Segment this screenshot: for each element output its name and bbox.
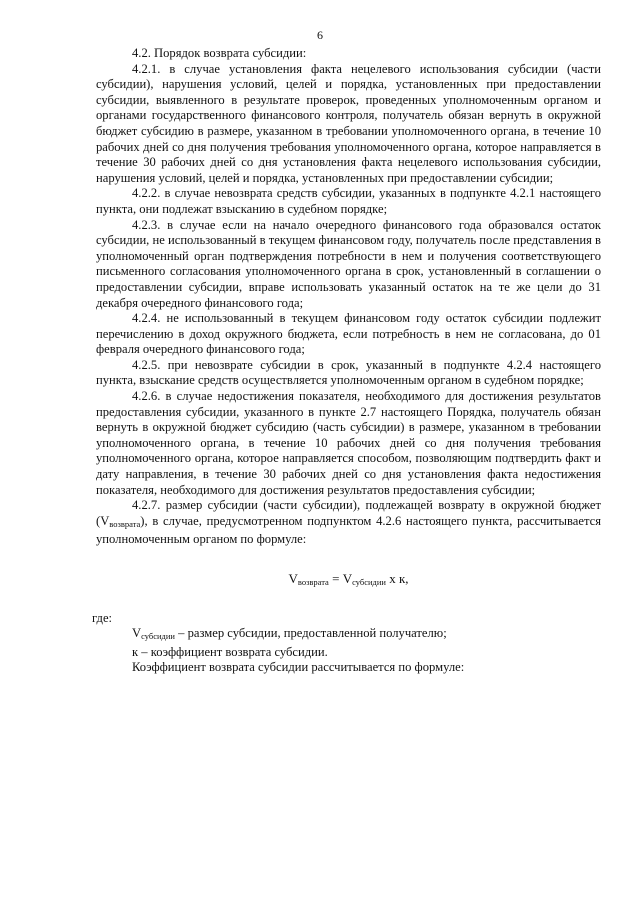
p427-before: 4.2.7. размер субсидии (части субсидии), подлежащей возврату в окружной бюджет (V xyxy=(96,498,601,528)
paragraph-4-2-4: 4.2.4. не использованный в текущем финансовом году остаток субсидии подлежит перечислению в доход окружного бюджета, если потребность в нем не согласована, до 01 февраля очередного финансового года; xyxy=(96,311,601,357)
definition-v-subsidy xyxy=(96,626,601,645)
formula-equals: = xyxy=(328,571,343,586)
coefficient-intro: Коэффициент возврата субсидии рассчитывается по формуле: xyxy=(132,660,465,675)
paragraph-4-2-1: 4.2.1. в случае установления факта нецелевого использования субсидии (части субсидии), нарушения условий, целей и порядка, установленных при предоставлении субсидии, выявленного в результате проверок, проведенных уполномоченным органом и органами государственного финансового контроля, получатель обязан вернуть в окружной бюджет субсидию в размере, указанном в требовании уполномоченного органа, в течение 10 рабочих дней со дня получения требования уполномоченного органа, которое направляется в течение 30 рабочих дней со дня установления факта нецелевого использования субсидии, нарушения условий, целей и порядка, установленных при предоставлении субсидии; xyxy=(96,61,601,185)
page-number: 6 xyxy=(317,28,323,42)
formula-rest: x к, xyxy=(385,571,409,586)
paragraph-4-2-7 xyxy=(96,498,601,548)
definition-k: к – коэффициент возврата субсидии. xyxy=(132,644,328,659)
def1-subscript: субсидии xyxy=(141,631,175,642)
where-label: где: xyxy=(92,610,113,625)
paragraph-4-2-2: 4.2.2. в случае невозврата средств субсидии, указанных в подпункте 4.2.1 настоящего пункта, они подлежат взысканию в судебном порядке; xyxy=(96,186,601,216)
p427-subscript: возврата xyxy=(109,518,141,529)
def1-v: V xyxy=(132,626,142,641)
def1-text: – размер субсидии, предоставленной получателю; xyxy=(174,626,447,641)
formula-sub2: субсидии xyxy=(352,577,386,587)
section-heading: 4.2. Порядок возврата субсидии: xyxy=(132,46,307,60)
return-formula xyxy=(96,571,601,591)
formula-v1: V xyxy=(288,571,298,586)
formula-v2: V xyxy=(342,571,353,586)
formula-sub1: возврата xyxy=(297,577,329,587)
paragraph-4-2-3: 4.2.3. в случае если на начало очередного финансового года образовался остаток субсидии, не использованный в текущем финансовом году, получатель после представления в уполномоченный орган подтверждения потребности в нем и получения соответствующего письменного согласования уполномоченного органа в срок, установленный в соглашении о предоставлении субсидии, вправе использовать указанный остаток на те же цели до 31 декабря очередного финансового года; xyxy=(96,217,601,310)
p427-after: ), в случае, предусмотренном подпунктом 4.2.6 настоящего пункта, рассчитывается уполномоченным органом по формуле: xyxy=(96,513,601,547)
paragraph-4-2-5: 4.2.5. при невозврате субсидии в срок, указанный в подпункте 4.2.4 настоящего пункта, взыскание средств осуществляется уполномоченным органом в судебном порядке; xyxy=(96,357,601,388)
paragraph-4-2-6: 4.2.6. в случае недостижения показателя, необходимого для достижения результатов предоставления субсидии, указанного в пункте 2.7 настоящего Порядка, получатель обязан вернуть в окружной бюджет субсидию (часть субсидии) в размере, указанном в требовании уполномоченного органа, в течение 10 рабочих дней со дня получения требования уполномоченного органа, которое направляется способом, позволяющим подтвердить факт и дату направления, в течение 30 рабочих дней со дня установления факта недостижения показателя, необходимого для достижения результатов предоставления субсидии; xyxy=(96,389,601,497)
document-body xyxy=(92,46,601,676)
